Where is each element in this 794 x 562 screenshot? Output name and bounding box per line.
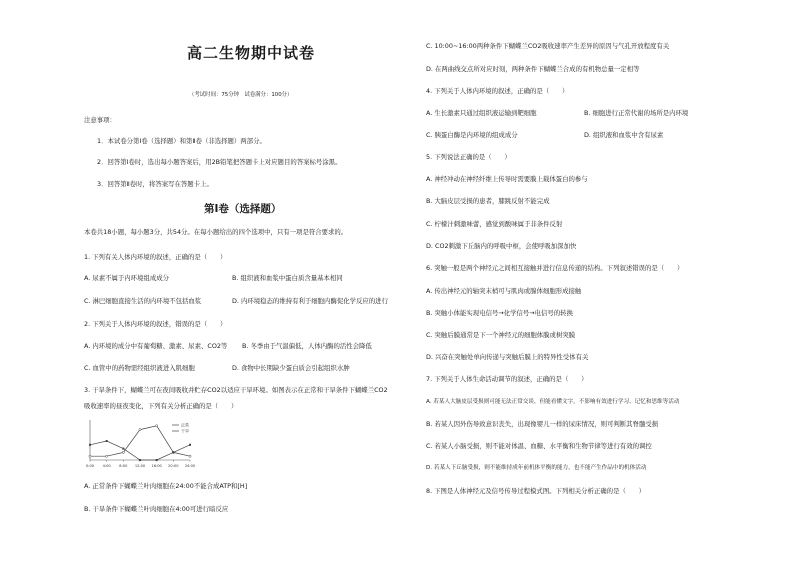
question-stem: 3. 干旱条件下，蝴蝶兰可在夜间吸收并贮存CO2以适应干旱环境。如图表示在正常和干旱条件下蝴蝶兰CO2 [84,386,388,394]
data-point [156,425,158,427]
x-tick-label: 20:00 [168,464,179,468]
section-intro: 本卷共18小题，每小题3分，共54分。在每小题给出的四个选项中，只有一项是符合要求的。 [84,228,348,236]
data-point [139,429,141,431]
option-a: A. 神经冲动在神经纤维上传导时需要膜上载体蛋白的参与 [426,175,588,183]
x-tick-label: 16:00 [151,464,162,468]
option-b: B. 若某人因外伤导致意识丧失，出现像婴儿一样的尿床情况，则可判断其脊髓受损 [426,420,659,428]
notes-item: 3．回答第Ⅱ卷时，将答案写在答题卡上。 [97,180,213,188]
question-stem: 6. 突触一般是两个神经元之间相互接触并进行信息传递的结构。下列叙述错误的是（ ） [426,264,684,272]
option-d: D. 组织液和血浆中含有尿素 [584,131,664,139]
option-d: D. 食物中长期缺少蛋白质会引起组织水肿 [232,364,350,372]
data-point [172,451,174,453]
option-b: B. 组织液和血浆中蛋白质含量基本相同 [232,274,343,282]
option-c: C. 淋巴细胞直接生活的内环境不包括血浆 [84,297,202,305]
data-point [89,455,91,457]
data-point [106,455,108,457]
page-title: 高二生物期中试卷 [187,44,316,62]
legend-label: 干旱 [181,428,189,434]
data-point [139,459,141,461]
option-b: B. 干旱条件下蝴蝶兰叶肉细胞在4:00可进行暗反应 [84,505,229,513]
x-tick-label: 24:00 [184,464,196,468]
option-d: D. 若某人下丘脑受损，则不能维持成年前机体平衡的能力，也不能产生作品中的机体活动 [426,465,647,471]
option-c: C. 胰蛋白酶是内环境的组成成分 [426,131,518,139]
question-stem: 8. 下图是人体神经元及信号传导过程模式图。下列相关分析正确的是（ ） [426,487,646,495]
option-c: C. 突触后膜通常是下一个神经元的细胞体膜或树突膜 [426,331,576,339]
option-c: C. 柠檬汁刺激味蕾，感觉到酸味属于非条件反射 [426,220,563,228]
option-a: A. 尿素不属于内环境组成成分 [84,274,170,282]
option-c: C. 血管中的药物需经组织液进入肌细胞 [84,364,195,372]
exam-info: （考试时间：75分钟 试卷满分：100分） [189,92,293,98]
option-a: A. 生长激素只通过组织液运输到靶细胞 [426,109,537,117]
option-a: A. 内环境的成分中有葡萄糖、激素、尿素、CO2等 [84,342,228,350]
x-tick-label: 12:00 [134,464,146,468]
option-a: A. 正常条件下蝴蝶兰叶肉细胞在24:00不能合成ATP和[H] [84,482,248,490]
notes-item: 1．本试卷分第Ⅰ卷（选择题）和第Ⅱ卷（非选择题）两部分。 [97,137,266,145]
x-tick-label: 4:00 [102,464,111,468]
option-a: A. 传出神经元的轴突末梢可与肌肉或腺体细胞形成接触 [426,287,582,295]
question-stem: 7. 下列关于人体生命活动调节的叙述，正确的是（ ） [426,375,588,383]
option-b: B. 突触小体能实现电信号→化学信号→电信号的转换 [426,309,573,317]
option-b: B. 细胞进行正常代谢的场所是内环境 [584,109,689,117]
option-a: A. 若某人大脑皮层受损则可能无法正常交谈，但能看懂文字，不影响有效进行学习、记忆和思维等活动 [426,399,680,405]
co2-absorption-chart [84,418,196,470]
data-point [122,451,124,453]
data-point [106,440,108,442]
option-b: B. 大脑皮层受损的患者，膝跳反射不能完成 [426,197,550,205]
question-stem: 1. 下列有关人体内环境的叙述，正确的是（ ） [84,253,227,261]
legend-label: 正常 [181,422,189,428]
question-stem: 4. 下列关于人体内环境的叙述，正确的是（ ） [426,87,569,95]
data-point [122,448,124,450]
question-stem: 5. 下列说法正确的是（ ） [426,153,511,161]
x-tick-label: 8:00 [119,464,128,468]
data-point [89,444,91,446]
data-point [189,455,191,457]
option-d: D. 内环境稳态的维持有利于细胞内酶促化学反应的进行 [232,297,388,305]
section-title: 第Ⅰ卷（选择题） [204,203,282,215]
option-c: C. 10:00~16:00两种条件下蝴蝶兰CO2吸收速率产生差异的原因与气孔开放程度有关 [426,42,670,50]
data-point [156,459,158,461]
notes-item: 2．回答第Ⅰ卷时，选出每小题答案后，用2B铅笔把答题卡上对应题目的答案标号涂黑。 [97,158,342,166]
option-b: B. 冬季由于气温偏低，人体内酶的活性会降低 [242,342,372,350]
notes-heading: 注意事项： [84,116,116,124]
option-d: D. CO2刺激下丘脑内的呼吸中枢，会使呼吸加深加快 [426,242,577,250]
x-tick-label: 0:00 [85,464,95,468]
series-line [90,441,190,460]
option-c: C. 若某人小脑受损，则不能对体温、血糖、水平衡和生物节律等进行有效的调控 [426,442,652,450]
question-stem: 2. 下列关于人体内环境的叙述，错误的是（ ） [84,320,227,328]
data-point [189,444,191,446]
option-d: D. 兴奋在突触处单向传递与突触后膜上的特异性受体有关 [426,353,589,361]
option-d: D. 在两曲线交点所对应时刻，两种条件下蝴蝶兰合成的有机物总量一定相等 [426,65,640,73]
question-stem: 吸收速率的昼夜变化，下列有关分析正确的是（ ） [84,402,238,410]
